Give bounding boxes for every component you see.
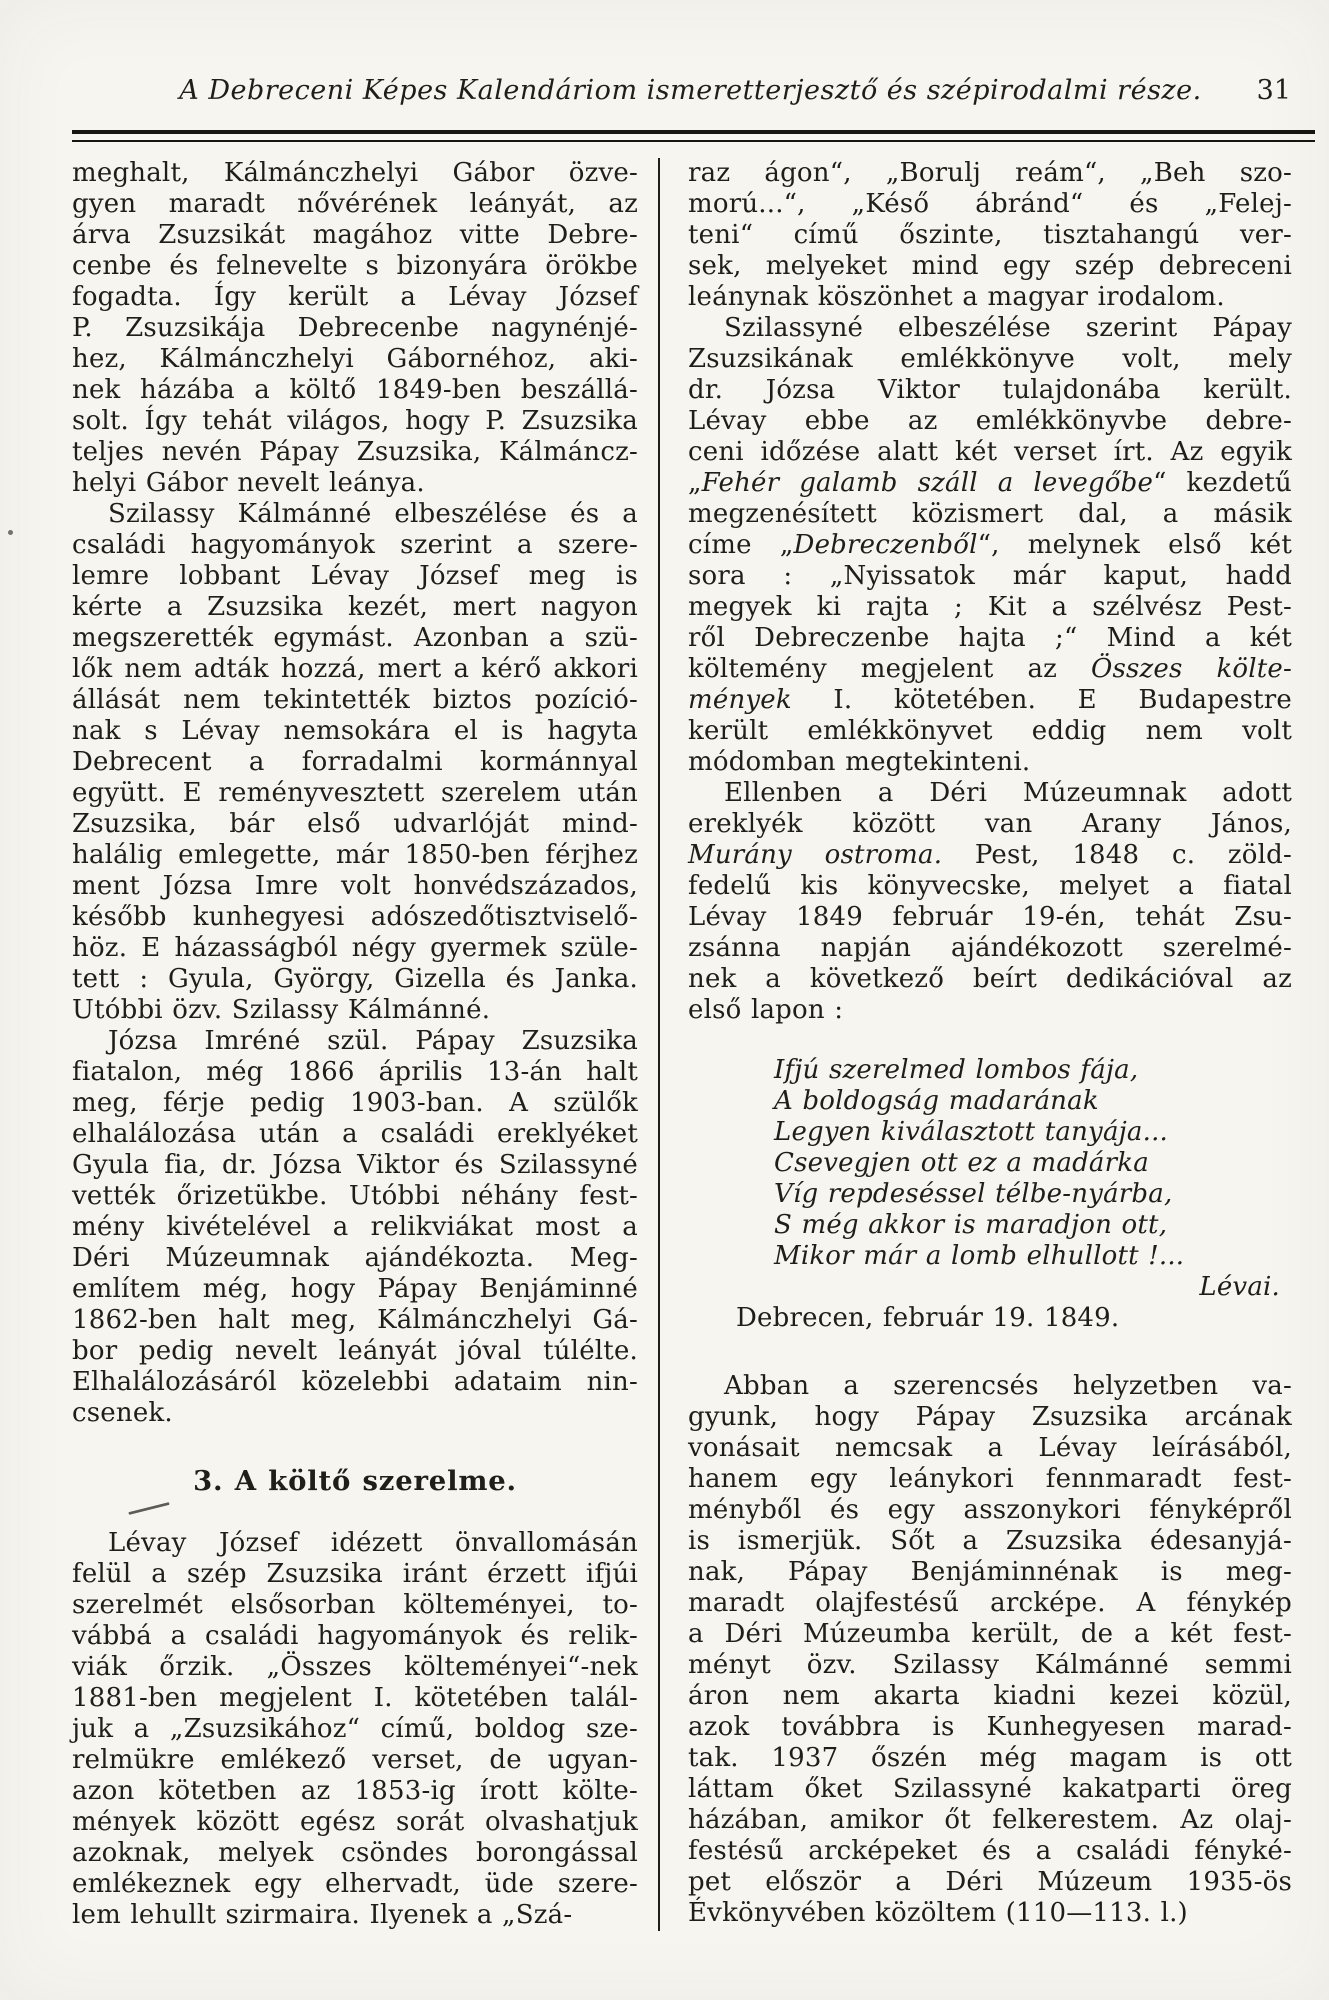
paragraph [72,1026,638,1429]
header-rule [72,130,1315,142]
text-line: cenbe és felnevelte s bizonyára örökbe [72,251,638,281]
paragraph [72,158,638,499]
text-line: ményből és egy asszonykori fényképről [688,1495,1292,1525]
text-line: Ellenben a Déri Múzeumnak adott [724,778,1292,808]
text-line: vonásait nemcsak a Lévay leírásából, [688,1433,1292,1463]
running-title: A Debreceni Képes Kalendáriom ismeretterjesztő és szépirodalmi része. [179,75,1202,106]
text-line: viák őrzik. „Összes költeményei“-nek [72,1652,638,1682]
text-line: teni“ című őszinte, tisztahangú ver- [688,220,1292,250]
text-line: állását nem tekintették biztos pozíció- [72,685,638,715]
text-line: ről Debreczenbe hajta ;“ Mind a két [688,623,1292,653]
text-line: felül a szép Zsuzsika iránt érzett ifjúi [72,1559,638,1589]
text-segment: “ kezdetű [1153,468,1293,498]
text-columns [72,158,1292,1931]
paragraph [688,313,1292,778]
text-line: pet először a Déri Múzeum 1935-ös [688,1867,1292,1897]
text-line: azon kötetben az 1853-ig írott költe- [72,1776,638,1806]
text-line: Szilassyné elbeszélése szerint Pápay [724,313,1292,343]
section-heading: 3. A költő szerelme. [193,1465,517,1497]
text-line: 1862-ben halt meg, Kálmánczhelyi Gá- [72,1305,638,1335]
text-line: nak, Pápay Benjáminnénak is meg- [688,1557,1292,1587]
text-line: később kunhegyesi adószedőtisztviselő- [72,902,638,932]
text-line: láttam őket Szilassyné kakatparti öreg [688,1774,1292,1804]
text-line: hanem egy leánykori fennmaradt fest- [688,1464,1292,1494]
text-segment: “, melynek első két [977,530,1293,560]
text-line: Zsuzsikának emlékkönyve volt, mely [688,344,1292,374]
poem-line: S még akkor is maradjon ott, [774,1210,1168,1240]
text-line: gyunk, hogy Pápay Zsuzsika arcának [688,1402,1292,1432]
text-line: nek házába a költő 1849-ben beszállá- [72,375,638,405]
text-line: relmükre emlékező verset, de ugyan- [72,1745,638,1775]
text-line: azoknak, melyek csöndes borongással [72,1838,638,1868]
margin-dot [8,530,13,535]
text-line: mény kivételével a relikviákat most a [72,1212,638,1242]
column-left [72,158,660,1931]
italic-text: Debreczenből [793,530,978,560]
text-line: nek a következő beírt dedikációval az [688,964,1292,994]
poem [774,1055,1292,1272]
text-line: halálig emlegette, már 1850-ben férjhez [72,840,638,870]
poem-line: Legyen kiválasztott tanyája... [774,1117,1169,1147]
text-line: módomban megtekinteni. [688,747,1031,777]
text-line: fiatalon, még 1866 április 13-án halt [72,1057,638,1087]
paragraph [72,499,638,1026]
text-line: családi hagyományok szerint a szere- [72,530,638,560]
text-line: vábbá a családi hagyományok és relik- [72,1621,638,1651]
text-line: árva Zsuzsikát magához vitte Debre- [72,220,638,250]
text-line: említem még, hogy Pápay Benjáminné [72,1274,638,1304]
text-line: ményt özv. Szilassy Kálmánné semmi [688,1650,1292,1680]
text-line: Évkönyvében közöltem (110—113. l.) [688,1898,1188,1928]
text-line: megzenésített közismert dal, a másik [688,499,1292,529]
text-line: elhalálozása után a családi ereklyéket [72,1119,638,1149]
text-line: Szilassy Kálmánné elbeszélése és a [108,499,638,529]
text-line: mények között egész sorát olvashatjuk [72,1807,638,1837]
text-line: házában, amikor őt felkerestem. Az olaj- [688,1805,1292,1835]
text-line: emlékeznek egy elhervadt, üde szere- [72,1869,638,1899]
text-line: is ismerjük. Sőt a Zsuzsika édesanyjá- [688,1526,1292,1556]
text-line [688,685,1292,716]
signature: Lévai. [1199,1272,1280,1302]
text-line: sek, melyeket mind egy szép debreceni [688,251,1292,281]
text-line: Lévay 1849 február 19-én, tehát Zsu- [688,902,1292,932]
text-line: höz. E házasságból négy gyermek szüle- [72,933,638,963]
text-line: tak. 1937 őszén még magam is ott [688,1743,1292,1773]
text-line: csenek. [72,1398,173,1428]
text-line: együtt. E reményvesztett szerelem után [72,778,638,808]
italic-text: Fehér galamb száll a levegőbe [701,468,1154,498]
text-line: ereklyék között van Arany János, [688,809,1292,839]
text-line: Déri Múzeumnak ajándékozta. Meg- [72,1243,638,1273]
text-line: Debrecent a forradalmi kormánnyal [72,747,638,777]
running-head [72,70,1309,112]
text-segment: I. kötetében. E Budapestre [791,685,1292,715]
text-line: vették őrizetükbe. Utóbbi néhány fest- [72,1181,638,1211]
italic-text: mények [688,685,792,715]
text-line: raz ágon“, „Borulj reám“, „Beh szo- [688,158,1292,188]
text-line: lők nem adták hozzá, mert a kérő akkori [72,654,638,684]
text-segment: Pest, 1848 c. zöld- [942,840,1292,870]
text-line [688,468,1292,499]
page-number: 31 [1256,75,1291,106]
poem-line: Ifjú szerelmed lombos fája, [774,1055,1139,1085]
text-line: dr. Józsa Viktor tulajdonába került. [688,375,1292,405]
text-line: szerelmét elsősorban költeményei, to- [72,1590,638,1620]
text-line: ment Józsa Imre volt honvédszázados, [72,871,638,901]
text-line: P. Zsuzsikája Debrecenbe nagynénjé- [72,313,638,343]
text-line: áron nem akarta kiadni kezei közül, [688,1681,1292,1711]
text-line: maradt olajfestésű arcképe. A fénykép [688,1588,1292,1618]
text-line: 1881-ben megjelent I. kötetében talál- [72,1683,638,1713]
text-line: meghalt, Kálmánczhelyi Gábor özve- [72,158,638,188]
text-line: Elhalálozásáról közelebbi adataim nin- [72,1367,638,1397]
paragraph [688,778,1292,1026]
text-line: Lévay József idézett önvallomásán [108,1528,638,1558]
poem-line: Mikor már a lomb elhullott !... [774,1241,1185,1271]
text-line: került emlékkönyvet eddig nem volt [688,716,1292,746]
text-line: Lévay ebbe az emlékkönyvbe debre- [688,406,1292,436]
poem-line: A boldogság madarának [774,1086,1099,1116]
italic-text: Összes költe- [1090,654,1293,684]
text-line [688,530,1292,561]
text-line: gyen maradt nővérének leányát, az [72,189,638,219]
text-line [688,840,1292,871]
text-segment: „ [688,468,702,498]
text-line: meg, férje pedig 1903-ban. A szülők [72,1088,638,1118]
paragraph [688,158,1292,313]
text-line: zsánna napján ajándékozott szerelmé- [688,933,1292,963]
text-line: megszerették egymást. Azonban a szü- [72,623,638,653]
dateline: Debrecen, február 19. 1849. [736,1303,1120,1333]
column-right [660,158,1292,1931]
text-line: első lapon : [688,995,844,1025]
text-line: teljes nevén Pápay Zsuzsika, Kálmáncz- [72,437,638,467]
text-line: bor pedig nevelt leányát jóval túlélte. [72,1336,638,1366]
text-line: megyek ki rajta ; Kit a szélvész Pest- [688,592,1292,622]
paragraph [72,1528,638,1931]
text-line: Józsa Imréné szül. Pápay Zsuzsika [108,1026,638,1056]
text-line: fedelű kis könyvecske, melyet a fiatal [688,871,1292,901]
text-line: sora : „Nyissatok már kaput, hadd [688,561,1292,591]
text-line: Utóbbi özv. Szilassy Kálmánné. [72,995,491,1025]
text-line: solt. Így tehát világos, hogy P. Zsuzsika [72,406,638,436]
text-line: morú...“, „Késő ábránd“ és „Felej- [688,189,1292,219]
text-line: hez, Kálmánczhelyi Gábornéhoz, aki- [72,344,638,374]
text-line: nak s Lévay nemsokára el is hagyta [72,716,638,746]
text-line: Abban a szerencsés helyzetben va- [724,1371,1292,1401]
poem-line: Víg repdeséssel télbe-nyárba, [774,1179,1173,1209]
text-line: lem lehullt szirmaira. Ilyenek a „Szá- [72,1900,573,1930]
text-line: festésű arcképeket és a családi fényké- [688,1836,1292,1866]
text-segment: költemény megjelent az [688,654,1091,684]
text-line: juk a „Zsuzsikához“ című, boldog sze- [72,1714,638,1744]
text-line: helyi Gábor nevelt leánya. [72,468,425,498]
poem-line: Csevegjen ott ez a madárka [774,1148,1149,1178]
text-line: tett : Gyula, György, Gizella és Janka. [72,964,638,994]
text-segment: címe „ [688,530,794,560]
text-line: Gyula fia, dr. Józsa Viktor és Szilassyné [72,1150,638,1180]
text-line: ceni időzése alatt két verset írt. Az egyik [688,437,1292,467]
paragraph [688,1371,1292,1929]
text-line: leánynak köszönhet a magyar irodalom. [688,282,1225,312]
text-line: azok továbbra is Kunhegyesen marad- [688,1712,1292,1742]
italic-text: Murány ostroma. [688,840,943,870]
text-line: lemre lobbant Lévay József meg is [72,561,638,591]
text-line: Zsuzsika, bár első udvarlóját mind- [72,809,638,839]
text-line: fogadta. Így került a Lévay József [72,282,638,312]
text-line: a Déri Múzeumba került, de a két fest- [688,1619,1292,1649]
text-line [688,654,1292,685]
text-line: kérte a Zsuzsika kezét, mert nagyon [72,592,638,622]
